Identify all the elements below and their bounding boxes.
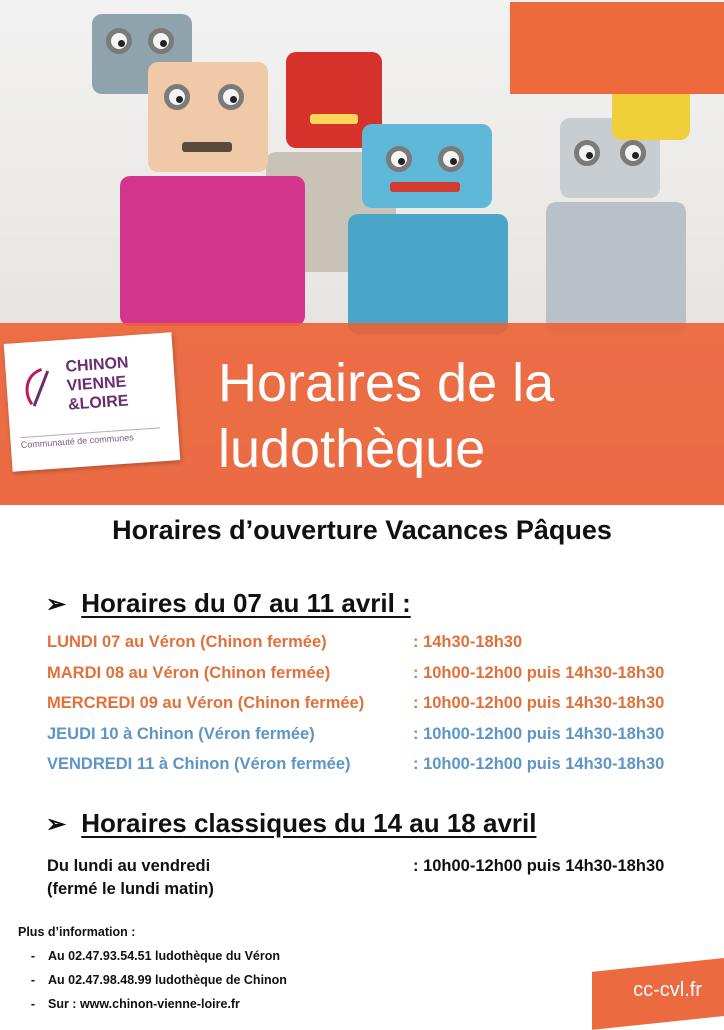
contact-info bbox=[18, 924, 287, 1016]
contact-website: Sur : www.chinon-vienne-loire.fr bbox=[48, 997, 240, 1011]
contact-phone-chinon: Au 02.47.98.48.99 ludothèque de Chinon bbox=[48, 973, 287, 987]
logo-wordmark bbox=[65, 353, 132, 414]
hero-title bbox=[218, 350, 554, 482]
contact-phone-veron: Au 02.47.93.54.51 ludothèque du Véron bbox=[48, 949, 281, 963]
arrow-bullet-icon: ➢ bbox=[46, 811, 67, 838]
classic-days-line2: (fermé le lundi matin) bbox=[47, 880, 214, 898]
classic-days bbox=[47, 855, 214, 901]
footer-url: cc-cvl.fr bbox=[633, 979, 702, 1001]
corner-accent bbox=[510, 2, 724, 94]
section1-heading bbox=[46, 588, 411, 619]
schedule-day: JEUDI 10 à Chinon (Véron fermée) bbox=[47, 725, 315, 743]
schedule-hours: : 14h30-18h30 bbox=[413, 633, 523, 651]
schedule-hours: : 10h00-12h00 puis 14h30-18h30 bbox=[413, 694, 665, 712]
section1-heading-text: Horaires du 07 au 11 avril : bbox=[81, 588, 411, 618]
logo-mark-icon bbox=[19, 364, 60, 413]
robot-illustration-blue bbox=[356, 124, 516, 324]
section2-heading-text: Horaires classiques du 14 au 18 avril bbox=[81, 808, 537, 838]
classic-hours: : 10h00-12h00 puis 14h30-18h30 bbox=[413, 857, 665, 875]
hero-title-line2: ludothèque bbox=[218, 419, 486, 479]
logo-line-loire: &LOIRE bbox=[67, 392, 130, 414]
schedule-hours: : 10h00-12h00 puis 14h30-18h30 bbox=[413, 725, 665, 743]
hero-banner bbox=[0, 0, 724, 505]
contact-item: - Sur : www.chinon-vienne-loire.fr bbox=[30, 997, 240, 1011]
logo-line-chinon: CHINON bbox=[64, 354, 130, 376]
classic-days-line1: Du lundi au vendredi bbox=[47, 857, 211, 875]
contact-item: - Au 02.47.93.54.51 ludothèque du Véron bbox=[30, 949, 281, 963]
robot-illustration-pink bbox=[120, 62, 330, 322]
page-subtitle: Horaires d’ouverture Vacances Pâques bbox=[112, 515, 612, 545]
logo-line-vienne: VIENNE bbox=[66, 373, 127, 395]
arrow-bullet-icon: ➢ bbox=[46, 591, 67, 618]
schedule-hours: : 10h00-12h00 puis 14h30-18h30 bbox=[413, 664, 665, 682]
schedule-day: MERCREDI 09 au Véron (Chinon fermée) bbox=[47, 694, 365, 712]
hero-title-line1: Horaires de la bbox=[218, 353, 555, 413]
logo bbox=[4, 332, 181, 471]
logo-subtitle: Communauté de communes bbox=[20, 427, 161, 450]
section2-heading bbox=[46, 808, 536, 839]
schedule-day: MARDI 08 au Véron (Chinon fermée) bbox=[47, 664, 331, 682]
schedule-day: VENDREDI 11 à Chinon (Véron fermée) bbox=[47, 755, 351, 773]
contact-item: - Au 02.47.98.48.99 ludothèque de Chinon bbox=[30, 973, 287, 987]
contact-info-title: Plus d’information : bbox=[18, 925, 136, 939]
schedule-day: LUNDI 07 au Véron (Chinon fermée) bbox=[47, 633, 327, 651]
schedule-hours: : 10h00-12h00 puis 14h30-18h30 bbox=[413, 755, 665, 773]
